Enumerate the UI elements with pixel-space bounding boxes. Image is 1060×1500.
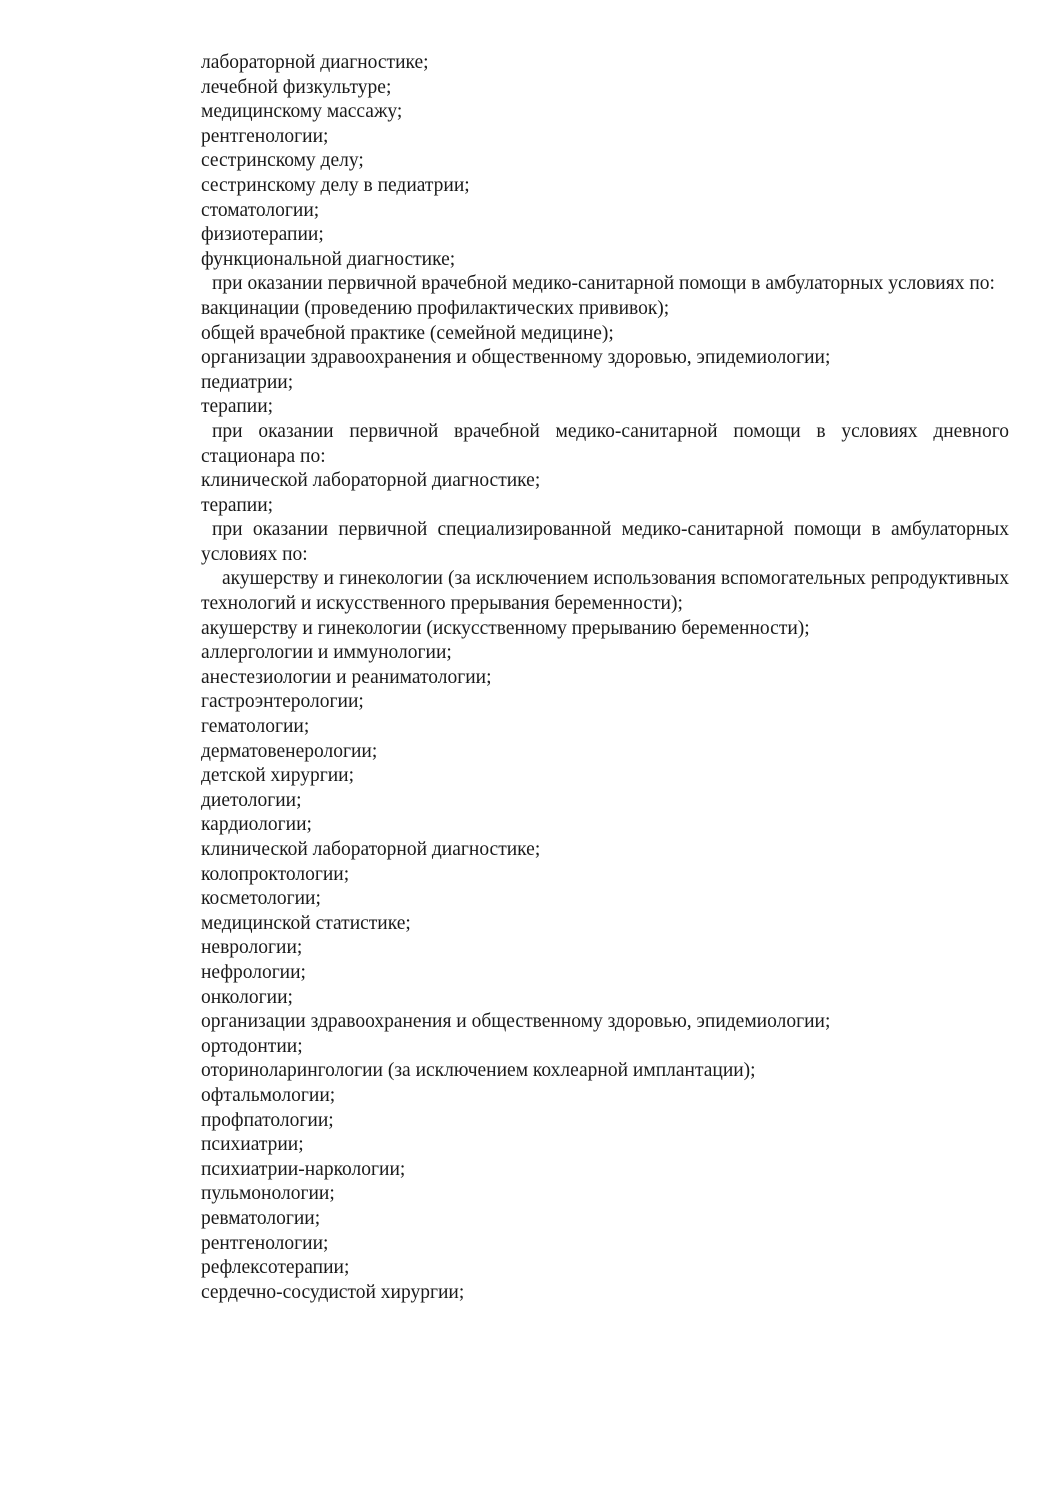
list-item: лабораторной диагностике; — [201, 52, 429, 73]
list-item: психиатрии; — [201, 1134, 304, 1156]
list-item: пульмонологии; — [201, 1183, 335, 1205]
list-item: медицинской статистике; — [201, 912, 411, 934]
list-item: кардиологии; — [201, 814, 312, 836]
list-item: педиатрии; — [201, 371, 294, 393]
section-intro-paragraph: при оказании первичной врачебной медико-санитарной помощи в амбулаторных условиях по: — [212, 273, 995, 295]
list-item: ревматологии; — [201, 1207, 321, 1229]
list-item: акушерству и гинекологии (искусственному прерыванию беременности); — [201, 617, 810, 639]
list-item: физиотерапии; — [201, 224, 324, 246]
list-item: стоматологии; — [201, 199, 320, 221]
section-intro-paragraph: при оказании первичной специализированной медико-санитарной помощи в амбулаторных условиях по: — [201, 519, 1009, 565]
list-item: функциональной диагностике; — [201, 248, 456, 270]
list-item: неврологии; — [201, 937, 303, 959]
list-item: лечебной физкультуре; — [201, 76, 392, 98]
list-item: аллергологии и иммунологии; — [201, 642, 452, 664]
list-item: сестринскому делу; — [201, 150, 364, 172]
list-item: гематологии; — [201, 716, 310, 738]
list-item: рентгенологии; — [201, 125, 329, 147]
list-item: терапии; — [201, 494, 274, 516]
list-item: дерматовенерологии; — [201, 740, 378, 762]
list-item: колопроктологии; — [201, 863, 350, 885]
list-item: онкологии; — [201, 986, 293, 1008]
list-item: диетологии; — [201, 789, 302, 811]
list-item: психиатрии-наркологии; — [201, 1158, 406, 1180]
list-item: рефлексотерапии; — [201, 1257, 350, 1279]
list-item: клинической лабораторной диагностике; — [201, 470, 541, 492]
list-item: организации здравоохранения и общественному здоровью, эпидемиологии; — [201, 347, 831, 369]
list-item: анестезиологии и реаниматологии; — [201, 666, 492, 688]
list-item: организации здравоохранения и общественному здоровью, эпидемиологии; — [201, 1011, 831, 1033]
list-item: акушерству и гинекологии (за исключением использования вспомогательных репродуктивных технологий и искусственного прерывания беременности); — [201, 568, 1009, 615]
list-item: вакцинации (проведению профилактических прививок); — [201, 297, 670, 319]
list-item: детской хирургии; — [201, 765, 355, 787]
list-item: медицинскому массажу; — [201, 101, 403, 123]
list-item: офтальмологии; — [201, 1084, 336, 1106]
list-item: нефрологии; — [201, 961, 306, 983]
list-item: клинической лабораторной диагностике; — [201, 839, 541, 860]
list-item: общей врачебной практике (семейной медицине); — [201, 322, 614, 344]
list-item: ортодонтии; — [201, 1035, 303, 1057]
document-page — [201, 51, 1009, 1305]
list-item: косметологии; — [201, 888, 321, 910]
list-item: профпатологии; — [201, 1109, 334, 1131]
section-intro-paragraph: при оказании первичной врачебной медико-санитарной помощи в условиях дневного стационара по: — [201, 420, 1009, 467]
list-item: оториноларингологии (за исключением кохлеарной имплантации); — [201, 1060, 756, 1082]
list-item: рентгенологии; — [201, 1232, 329, 1254]
list-item: сердечно-сосудистой хирургии; — [201, 1281, 465, 1303]
list-item: терапии; — [201, 396, 274, 418]
list-item: сестринскому делу в педиатрии; — [201, 174, 470, 196]
list-item: гастроэнтерологии; — [201, 691, 364, 713]
